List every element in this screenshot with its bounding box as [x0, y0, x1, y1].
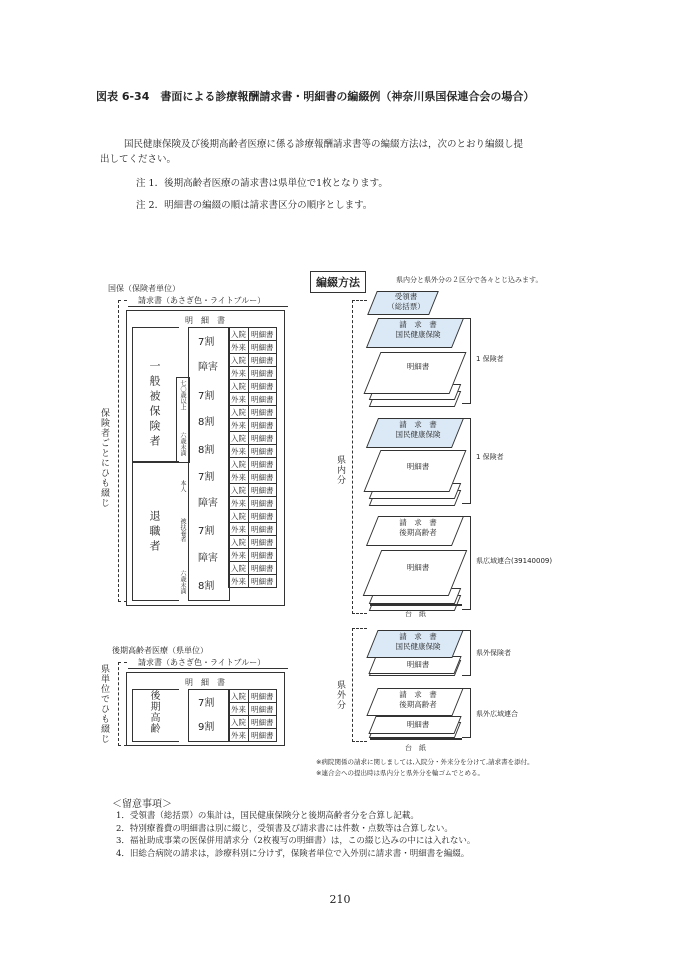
meisai-cell: 明細書 — [249, 575, 277, 588]
meisai-cell: 明細書 — [249, 716, 277, 729]
meisai-card-2-text: 明細書 — [406, 462, 430, 471]
seikyu-label: 請 求 書 — [399, 632, 437, 641]
intro-line-2: 出してください。 — [100, 154, 177, 165]
nyuin-cell: 入院 — [229, 484, 249, 497]
intro-line-1: 国民健康保険及び後期高齢者医療に係る診療報酬請求書等の編綴方法は，次のとおり編綴し提 — [124, 139, 524, 150]
soukatsu-label: （総括票） — [387, 302, 425, 311]
page-number: 210 — [329, 893, 351, 906]
nyuin-cell: 入院 — [229, 432, 249, 445]
nyuin-cell: 入院 — [229, 716, 249, 729]
note-1: 注 1．後期高齢者医療の請求書は県単位で1枚となります。 — [136, 178, 388, 189]
kengai-koiki-label: 県外広域連合 — [476, 710, 518, 718]
kengai-label: 県外分 — [335, 680, 345, 710]
koki-label: 後期高齢 — [148, 690, 159, 734]
meisai-cell: 明細書 — [249, 523, 277, 536]
gairai-cell: 外来 — [229, 419, 249, 432]
pct-7-4: 7割 — [198, 526, 215, 537]
kokuho-header: 国保（保険者単位） — [108, 284, 180, 293]
table-row — [229, 471, 277, 484]
caution-item: 1．受領書（総括票）の集計は，国民健康保険分と後期高齢者分を合算し記載。 — [116, 811, 419, 821]
table-row — [229, 341, 277, 354]
bracket-4 — [462, 630, 471, 676]
koki-side-label: 県単位でひも綴じ — [99, 664, 109, 744]
gairai-cell: 外来 — [229, 445, 249, 458]
meisai-cell: 明細書 — [249, 432, 277, 445]
ippan-label: 一般被保険者 — [148, 360, 161, 450]
koki-detail-table — [228, 689, 277, 742]
koki-pct-7: 7割 — [198, 698, 215, 709]
meisai-cell: 明細書 — [249, 729, 277, 742]
nyuin-cell: 入院 — [229, 536, 249, 549]
shogai-1: 障害 — [198, 362, 218, 373]
daishi-1-line — [370, 604, 462, 606]
table-row — [229, 380, 277, 393]
pct-7-1: 7割 — [198, 337, 215, 348]
foot-note-2: ※連合会への提出時は県内分と県外分を輪ゴムでとめる。 — [316, 769, 484, 777]
kokuho-detail-table — [228, 327, 277, 588]
table-row — [229, 703, 277, 716]
table-row — [229, 562, 277, 575]
method-note: 県内分と県外分の２区分で各々とじ込みます。 — [396, 276, 543, 284]
meisai-cell: 明細書 — [249, 510, 277, 523]
caution-title: ＜留意事項＞ — [112, 799, 172, 810]
meisai-cell: 明細書 — [249, 549, 277, 562]
table-row — [229, 458, 277, 471]
meisai-cell: 明細書 — [249, 471, 277, 484]
table-row — [229, 445, 277, 458]
table-row — [229, 419, 277, 432]
caution-item: 3．福祉助成事業の医保併用請求分（2枚複写の明細書）は，この綴じ込みの中には入れない。 — [116, 836, 476, 846]
gairai-cell: 外来 — [229, 497, 249, 510]
meisai-cell: 明細書 — [249, 419, 277, 432]
table-row — [229, 690, 277, 703]
shogai-2: 障害 — [198, 498, 218, 509]
table-row — [229, 328, 277, 341]
meisai-card-3-text: 明細書 — [406, 563, 430, 572]
koki-label: 後期高齢者 — [399, 528, 437, 537]
kengai-hokensha-label: 県外保険者 — [476, 649, 511, 657]
table-row — [229, 432, 277, 445]
meisai-cell: 明細書 — [249, 497, 277, 510]
gairai-cell: 外来 — [229, 729, 249, 742]
kokuho-label: 国民健康保険 — [395, 430, 441, 439]
meisai-cell: 明細書 — [249, 703, 277, 716]
kennai-binder — [352, 300, 367, 614]
koki-header: 後期高齢者医療（県単位） — [112, 646, 208, 655]
nyuin-cell: 入院 — [229, 510, 249, 523]
daishi-2-label: 台 紙 — [405, 744, 426, 752]
gairai-cell: 外来 — [229, 575, 249, 588]
age6-label: 六歳未満 — [179, 432, 186, 456]
gairai-cell: 外来 — [229, 393, 249, 406]
table-row — [229, 716, 277, 729]
meisai-card-1-text: 明細書 — [406, 362, 430, 371]
bracket-5 — [462, 688, 471, 738]
caution-list — [116, 810, 475, 860]
gairai-cell: 外来 — [229, 703, 249, 716]
note-2: 注 2．明細書の編綴の順は請求書区分の順序とします。 — [136, 200, 373, 211]
uketsuke-text — [378, 292, 434, 312]
gairai-cell: 外来 — [229, 523, 249, 536]
meisai-card-4-text: 明細書 — [406, 660, 430, 669]
meisai-card-1 — [364, 352, 467, 394]
seikyu-label: 請 求 書 — [399, 420, 437, 429]
meisai-cell: 明細書 — [249, 380, 277, 393]
table-row — [229, 406, 277, 419]
kennai-label: 県内分 — [335, 455, 345, 485]
bracket-2 — [462, 418, 471, 504]
pct-7-2: 7割 — [198, 391, 215, 402]
hokensha-1-label: 1 保険者 — [476, 355, 504, 363]
kokuho-label: 国民健康保険 — [395, 642, 441, 651]
bracket-1 — [462, 318, 471, 404]
age70-label: 七〇歳以上 — [179, 380, 186, 410]
caution-item: 2．特別療養費の明細書は別に綴じ，受領書及び請求書には件数・点数等は合算しない。 — [116, 823, 453, 834]
meisai-cell: 明細書 — [249, 393, 277, 406]
table-row — [229, 523, 277, 536]
meisai-cell: 明細書 — [249, 341, 277, 354]
seikyu-card-1-text — [380, 320, 456, 340]
table-row — [229, 497, 277, 510]
uketsuke-label: 受領書 — [394, 292, 418, 301]
seikyu-card-4-text — [380, 632, 456, 652]
kengai-binder — [352, 628, 367, 742]
koki-meisaisho: 明 細 書 — [185, 678, 225, 687]
koki-seikyusho-color: 請求書（あさぎ色・ライトブルー） — [138, 658, 266, 667]
gairai-cell: 外来 — [229, 341, 249, 354]
koki-line — [128, 668, 288, 669]
seikyu-label: 請 求 書 — [399, 320, 437, 329]
table-row — [229, 549, 277, 562]
koki-pct-9: 9割 — [198, 722, 215, 733]
nyuin-cell: 入院 — [229, 380, 249, 393]
shogai-3: 障害 — [198, 553, 218, 564]
kokuho-label: 国民健康保険 — [395, 330, 441, 339]
seikyu-card-3-text — [380, 518, 456, 538]
gairai-cell: 外来 — [229, 367, 249, 380]
method-label: 編綴方法 — [310, 271, 366, 293]
meisai-cell: 明細書 — [249, 406, 277, 419]
fuyo-label: 被扶養者 — [179, 518, 186, 542]
foot-note-1: ※病院関係の請求に関しましては,入院分・外来分を分けて,請求書を添付。 — [316, 758, 534, 766]
daishi-2-line — [370, 738, 462, 740]
honnin-label: 本人 — [179, 480, 186, 492]
daishi-1-label: 台 紙 — [405, 610, 426, 618]
pct-8-1: 8割 — [198, 417, 215, 428]
hokensha-2-label: 1 保険者 — [476, 453, 504, 461]
seikyu-card-5-text — [380, 690, 456, 710]
seikyusho-color-label: 請求書（あさぎ色・ライトブルー） — [138, 296, 266, 305]
koki-label: 後期高齢者 — [399, 700, 437, 709]
figure-title: 図表 6-34 書面による診療報酬請求書・明細書の編綴例（神奈川県国保連合会の場合） — [96, 90, 535, 103]
seikyu-card-2-text — [380, 420, 456, 440]
meisaisho-header: 明 細 書 — [185, 316, 225, 325]
table-row — [229, 575, 277, 588]
side-label-hokensha: 保険者ごとにひも綴じ — [99, 408, 109, 508]
nyuin-cell: 入院 — [229, 354, 249, 367]
table-row — [229, 354, 277, 367]
kenkoiki-label: 県広域連合(39140009) — [476, 557, 553, 565]
pct-7-3: 7割 — [198, 472, 215, 483]
nyuin-cell: 入院 — [229, 406, 249, 419]
table-row — [229, 729, 277, 742]
nyuin-cell: 入院 — [229, 562, 249, 575]
taishoku-label: 退職者 — [148, 510, 161, 555]
meisai-cell: 明細書 — [249, 328, 277, 341]
meisai-cell: 明細書 — [249, 690, 277, 703]
caution-item: 4．旧総合病院の請求は，診療科別に分けず，保険者単位で入外別に請求書・明細書を編綴。 — [116, 848, 470, 859]
table-row — [229, 367, 277, 380]
meisai-card-5-text: 明細書 — [406, 720, 430, 729]
seikyu-label: 請 求 書 — [399, 690, 437, 699]
table-row — [229, 393, 277, 406]
table-row — [229, 484, 277, 497]
meisai-cell: 明細書 — [249, 367, 277, 380]
meisai-cell: 明細書 — [249, 445, 277, 458]
table-row — [229, 536, 277, 549]
meisai-cell: 明細書 — [249, 458, 277, 471]
meisai-cell: 明細書 — [249, 484, 277, 497]
meisai-cell: 明細書 — [249, 536, 277, 549]
nyuin-cell: 入院 — [229, 690, 249, 703]
nyuin-cell: 入院 — [229, 328, 249, 341]
meisai-cell: 明細書 — [249, 354, 277, 367]
table-row — [229, 510, 277, 523]
gairai-cell: 外来 — [229, 549, 249, 562]
bracket-3 — [462, 516, 471, 610]
gairai-cell: 外来 — [229, 471, 249, 484]
nyuin-cell: 入院 — [229, 458, 249, 471]
meisai-cell: 明細書 — [249, 562, 277, 575]
intro-text — [100, 137, 594, 167]
pct-8-2: 8割 — [198, 445, 215, 456]
pct-8-3: 8割 — [198, 581, 215, 592]
age6-label-2: 六歳未満 — [179, 570, 186, 594]
seikyu-label: 請 求 書 — [399, 518, 437, 527]
seikyusho-line — [128, 306, 288, 307]
